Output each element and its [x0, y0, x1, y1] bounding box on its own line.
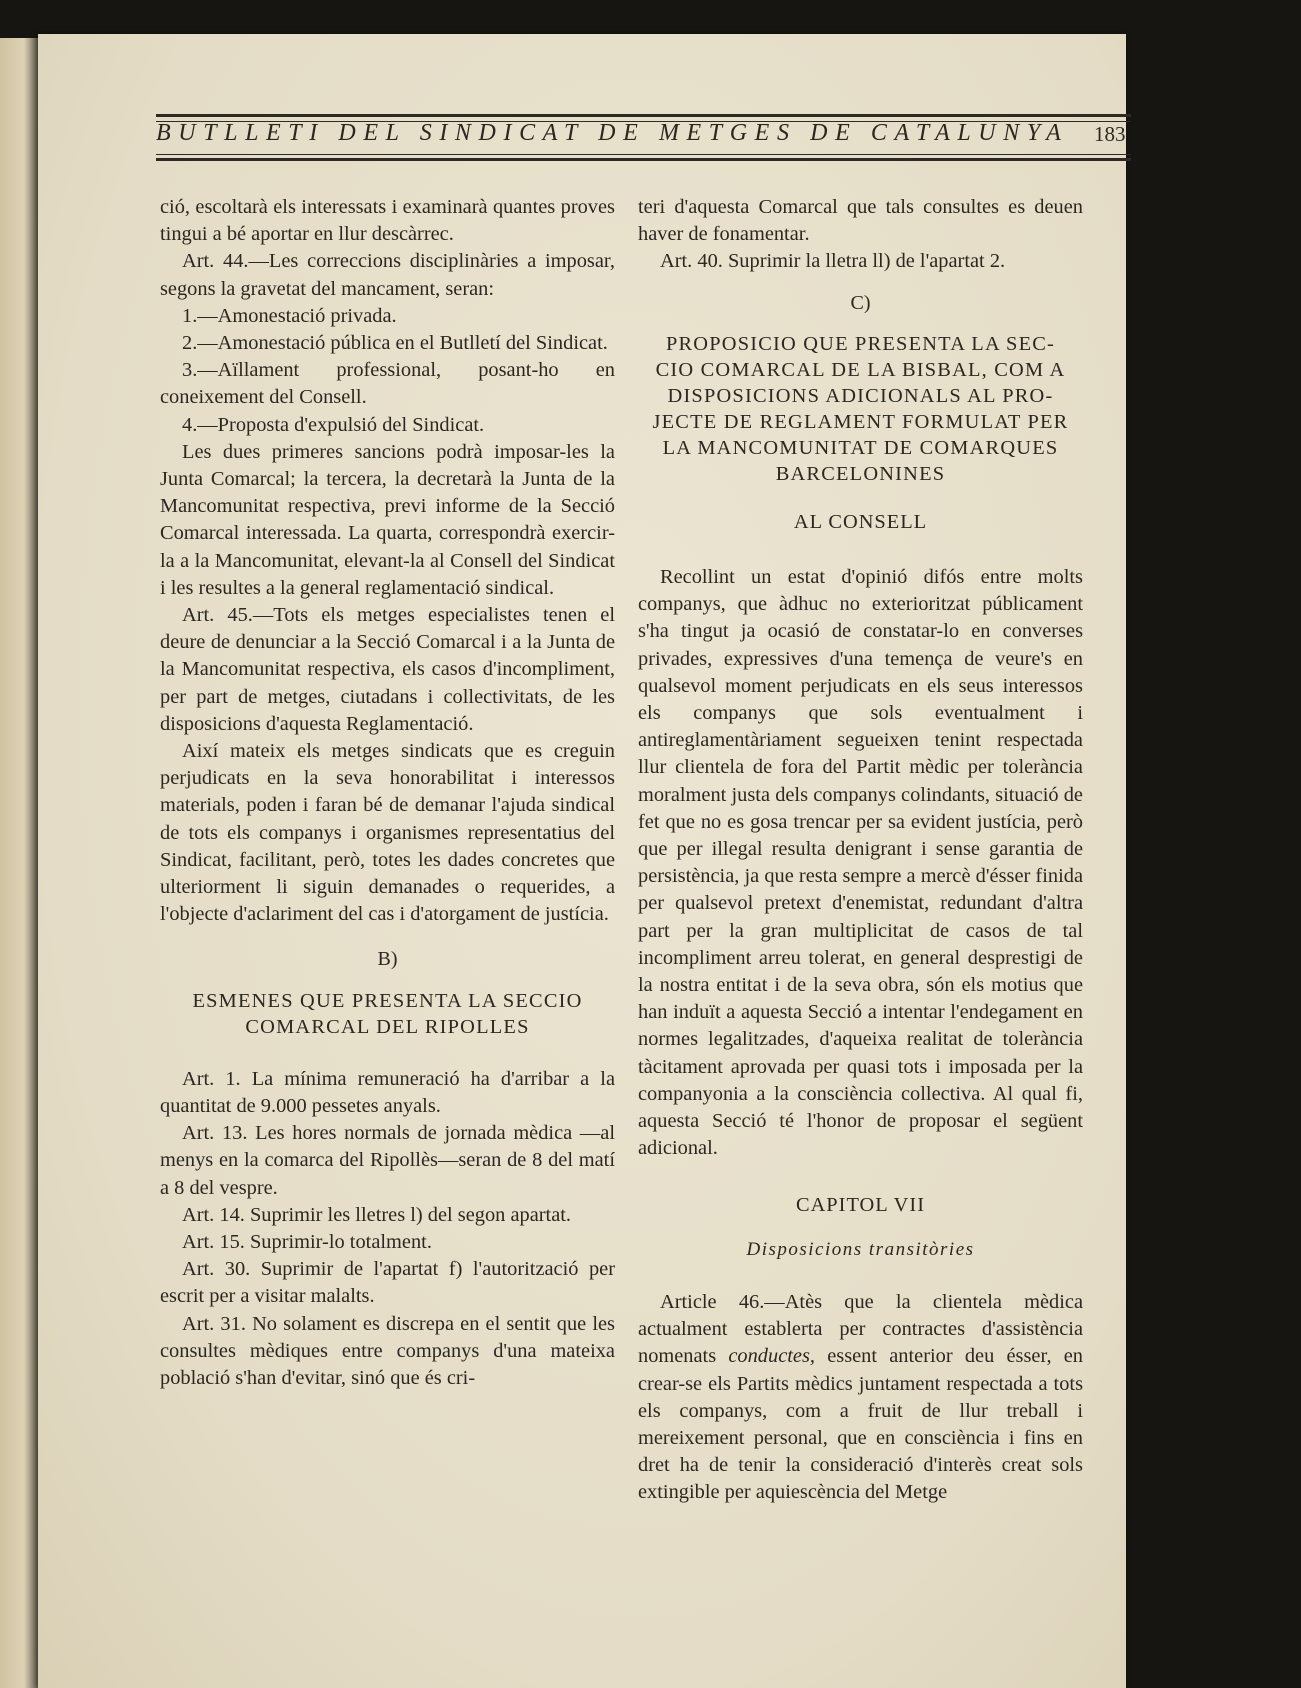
article-paragraph: Art. 30. Suprimir de l'apartat f) l'autorització per escrit per a visitar malalts.: [160, 1258, 615, 1308]
proposal-body: Recollint un estat d'opinió difós entre molts companys, que àdhuc no exterioritzat públicament s'ha tingut ja ocasió de constatar-lo en converses privades, expressives d'una temença de veure's en qualsevol moment perjudicats en els seus interessos els companys que sols eventualment i antireglamentàriament segueixen tenint respectada llur clientela de fora del Partit mèdic per tolerància moralment justa dels companys colindants, situació de fet que no es gosa trencar per sa evident justícia, però que per illegal resulta denigrant i sense garantia de persistència, ja que resta sempre a mercè d'ésser finida per qualsevol pretext d'enemistat, redundant d'altra part per la gran multiplicitat de casos de tal incompliment arreu tolerat, en general desprestigi de la nostra entitat i de la seva obra, són els motius que han induït a aquesta Secció a intentar l'endegament en normes legalitzades, d'aqueixa realitat de tolerància tàcitament aprovada per quasi tots i imposada per la companyonia a la consciència collectiva. Al qual fi, aquesta Secció té l'honor de proposar el següent adicional.: [638, 566, 1083, 1160]
paragraph: 3.—Aïllament professional, posant-ho en coneixement del Consell.: [160, 359, 615, 409]
facing-page-edge: [0, 38, 40, 1688]
section-letter-b: B): [377, 948, 398, 971]
section-c-title-line: LA MANCOMUNITAT DE COMARQUES: [662, 436, 1059, 459]
article-paragraph: Art. 31. No solament es discrepa en el sentit que les consultes mèdiques entre companys d'una mateixa població s'han d'evitar, sinó que és cri-: [160, 1312, 615, 1389]
section-c-title-line: JECTE DE REGLAMENT FORMULAT PER: [652, 410, 1069, 433]
paragraph: Art. 44.—Les correccions disciplinàries a imposar, segons la gravetat del mancament, seran:: [160, 250, 615, 300]
section-b-title: [160, 988, 615, 1040]
left-column: [160, 194, 615, 1392]
paragraph: 1.—Amonestació privada.: [182, 304, 397, 327]
article-paragraph: Art. 15. Suprimir-lo totalment.: [182, 1230, 432, 1253]
article-46-paragraph: [638, 1289, 1083, 1507]
paragraph: Les dues primeres sancions podrà imposar-les la Junta Comarcal; la tercera, la decretarà la Junta de la Mancomunitat respectiva, previ informe de la Secció Comarcal interessada. La quarta, correspondrà exercir-la a la Mancomunitat, elevant-la al Consell del Sindicat i les resultes a la general reglamentació sindical.: [160, 440, 615, 599]
section-c-title-line: BARCELONINES: [775, 462, 946, 485]
paragraph: teri d'aquesta Comarcal que tals consultes es deuen haver de fonamentar.: [638, 196, 1083, 246]
paragraph: 2.—Amonestació pública en el Butlletí del Sindicat.: [182, 332, 608, 355]
article-paragraph: Art. 14. Suprimir les lletres l) del segon apartat.: [182, 1203, 572, 1226]
section-letter-c: C): [850, 291, 871, 314]
chapter-subtitle: Disposicions transitòries: [746, 1238, 975, 1260]
addressee-heading: AL CONSELL: [793, 510, 928, 533]
bulletin-page: [38, 34, 1126, 1688]
paragraph: Així mateix els metges sindicats que es creguin perjudicats en la seva honorabilitat i interessos materials, poden i faran bé de demanar l'ajuda sindical de tots els companys i organismes representatius del Sindicat, facilitant, però, totes les dades concretes que ulteriorment li siguin demanades o requerides, a l'objecte d'aclariment del cas i d'atorgament de justícia.: [160, 740, 615, 926]
section-b-title-line: COMARCAL DEL RIPOLLES: [245, 1015, 530, 1038]
article-46-end: essent anterior deu ésser, en crear-se els Partits mèdics juntament respectada a tots els companys, com a fruit de llur treball i mereixement personal, que en consciència i fins en dret ha de tenir la consideració d'interès creat sols extingible per aquiescència del Metge: [638, 1345, 1083, 1504]
paragraph: Art. 45.—Tots els metges especialistes tenen el deure de denunciar a la Secció Comarcal i a la Junta de la Mancomunitat respectiva, els casos d'incompliment, per part de metges, ciutadans i collectivitats, de les disposicions d'aquesta Reglamentació.: [160, 604, 615, 735]
chapter-title: CAPITOL VII: [795, 1194, 925, 1217]
article-paragraph: Art. 1. La mínima remuneració ha d'arribar a la quantitat de 9.000 pessetes anyals.: [160, 1067, 615, 1117]
paragraph: ció, escoltarà els interessats i examinarà quantes proves tingui a bé aportar en llur descàrrec.: [160, 196, 615, 246]
right-column: [638, 194, 1083, 1507]
header-rule-bottom-thin: [156, 154, 1131, 155]
section-c-title: [638, 331, 1083, 487]
running-head: BUTLLETI DEL SINDICAT DE METGES DE CATALUNYA: [156, 120, 1069, 146]
article-paragraph: Art. 13. Les hores normals de jornada mèdica —al menys en la comarca del Ripollès—seran de 8 del matí a 8 del vespre.: [160, 1122, 615, 1199]
paragraph: 4.—Proposta d'expulsió del Sindicat.: [182, 413, 485, 436]
section-c-title-line: PROPOSICIO QUE PRESENTA LA SEC-: [665, 332, 1056, 355]
section-c-title-line: DISPOSICIONS ADICIONALS AL PRO-: [667, 384, 1054, 407]
article-46-start: Article 46.—Atès que la clientela mèdica actualment establerta per contractes d'assistència nomenats: [638, 1290, 1083, 1368]
article-46-italic-term: conductes,: [728, 1345, 815, 1368]
header-rule-bottom: [156, 158, 1131, 161]
paragraph: Art. 40. Suprimir la lletra ll) de l'apartat 2.: [660, 250, 1006, 273]
header-rule-top: [156, 114, 1131, 117]
section-b-title-line: ESMENES QUE PRESENTA LA SECCIO: [192, 989, 583, 1012]
page-number: 183: [1094, 122, 1126, 146]
section-c-title-line: CIO COMARCAL DE LA BISBAL, COM A: [655, 358, 1066, 381]
